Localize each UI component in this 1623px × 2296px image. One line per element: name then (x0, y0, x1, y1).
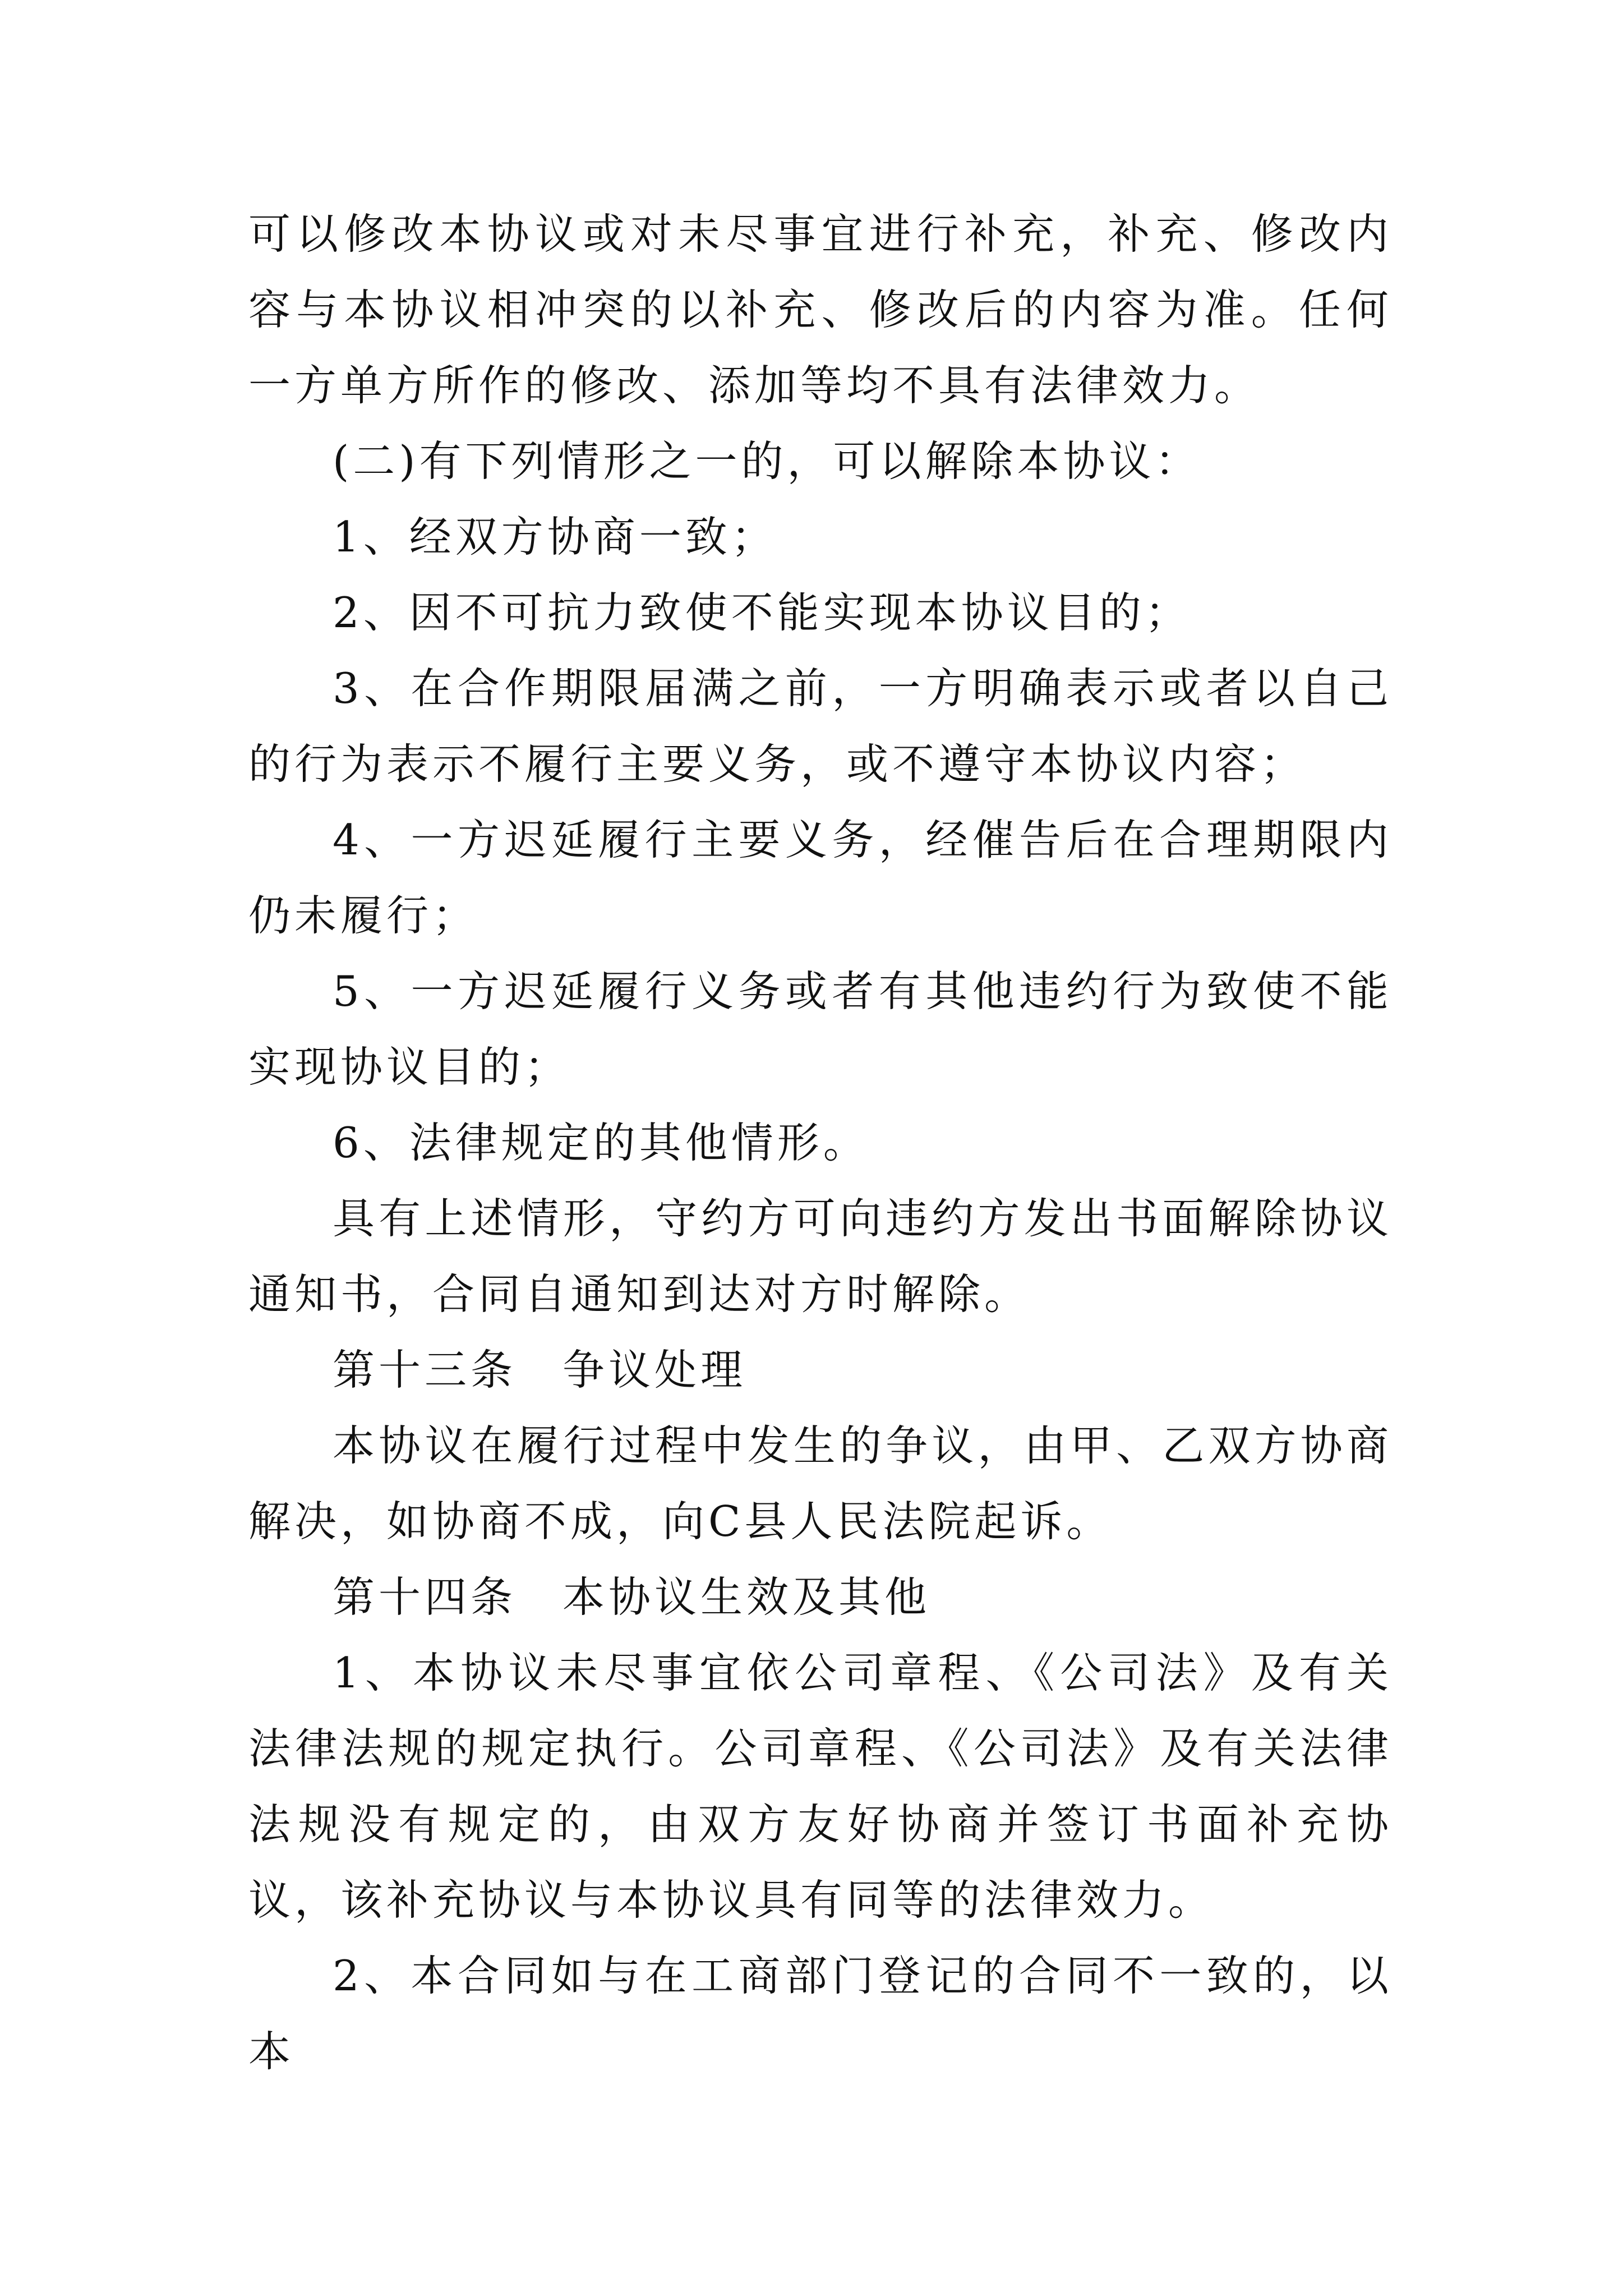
list-item: 1、经双方协商一致； (333, 512, 777, 562)
list-item: 2、因不可抗力致使不能实现本协议目的； (333, 588, 1191, 637)
list-item: 6、法律规定的其他情形。 (333, 1118, 869, 1167)
article-13-heading: 第十三条 争议处理 (333, 1345, 747, 1395)
paragraph-amendment: 可以修改本协议或对未尽事宜进行补充，补充、修改内容与本协议相冲突的以补充、修改后的内容为准。任何一方单方所作的修改、添加等均不具有法律效力。 (248, 209, 1393, 410)
list-item: 1、本协议未尽事宜依公司章程、《公司法》及有关法律法规的规定执行。公司章程、《公司法》及有关法律法规没有规定的，由双方友好协商并签订书面补充协议，该补充协议与本协议具有同等的法律效力。 (248, 1648, 1393, 1925)
document-body (248, 196, 1393, 2090)
article-14-heading: 第十四条 本协议生效及其他 (333, 1572, 931, 1622)
paragraph-termination-conditions: (二)有下列情形之一的，可以解除本协议： (333, 436, 1201, 486)
list-item: 2、本合同如与在工商部门登记的合同不一致的，以本 (248, 1951, 1393, 2076)
list-item: 3、在合作期限届满之前，一方明确表示或者以自己的行为表示不履行主要义务，或不遵守本协议内容； (248, 664, 1393, 789)
paragraph-termination-notice: 具有上述情形，守约方可向违约方发出书面解除协议通知书，合同自通知到达对方时解除。 (248, 1194, 1393, 1319)
list-item: 4、一方迟延履行主要义务，经催告后在合理期限内仍未履行； (248, 815, 1393, 940)
list-item: 5、一方迟延履行义务或者有其他违约行为致使不能实现协议目的； (248, 967, 1393, 1092)
paragraph-dispute: 本协议在履行过程中发生的争议，由甲、乙双方协商解决，如协商不成，向C县人民法院起诉。 (248, 1421, 1393, 1546)
